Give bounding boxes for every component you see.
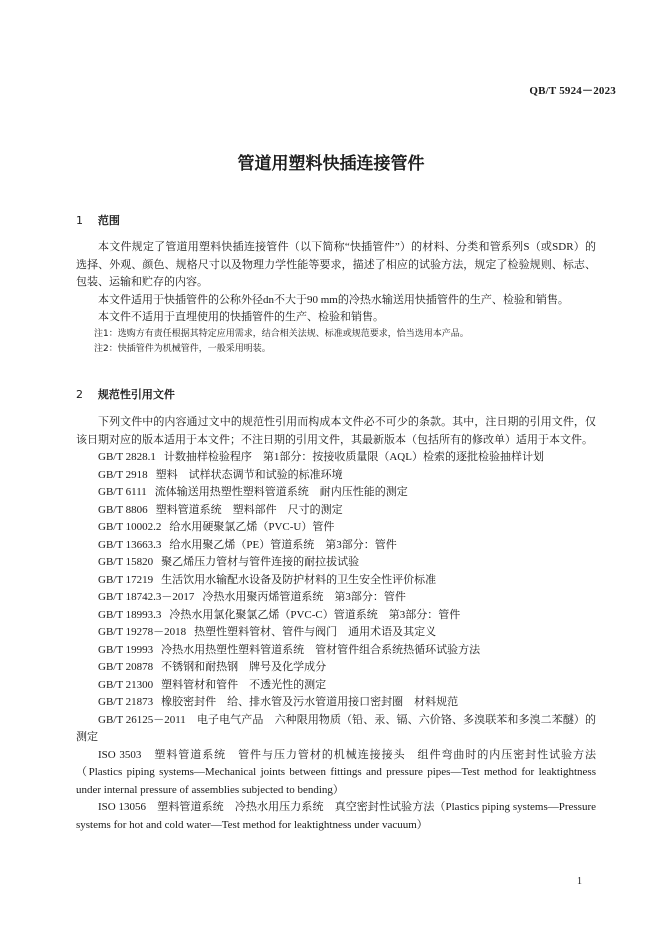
reference-title: 给水用聚乙烯（PE）管道系统 第3部分：管件 xyxy=(169,538,397,551)
reference-item xyxy=(98,484,596,502)
reference-title: 塑料管材和管件 不透光性的测定 xyxy=(161,678,327,691)
scope-note: 注1：选购方有责任根据其特定应用需求，结合相关法规、标准或规范要求，恰当选用本产品。 xyxy=(94,328,469,339)
reference-code: GB/T 19993 xyxy=(98,643,154,656)
reference-title: 冷热水用热塑性塑料管道系统 管材管件组合系统热循环试验方法 xyxy=(161,643,481,656)
reference-item xyxy=(98,659,596,677)
reference-code: GB/T 17219 xyxy=(98,573,154,586)
reference-item xyxy=(98,449,596,467)
section-1-number: 1 xyxy=(76,214,83,227)
section-2-body xyxy=(76,414,596,834)
reference-item xyxy=(98,589,596,607)
reference-item xyxy=(98,642,596,660)
reference-item xyxy=(98,467,596,485)
reference-title: 流体输送用热塑性塑料管道系统 耐内压性能的测定 xyxy=(154,486,408,498)
scope-paragraph: 本文件适用于快插管件的公称外径dn不大于90 mm的冷热水输送用快插管件的生产、检验和销售。 xyxy=(98,293,569,306)
reference-item xyxy=(98,677,596,695)
standard-code: QB/T 5924－2023 xyxy=(529,85,616,97)
section-1-body xyxy=(76,239,596,357)
scope-paragraph: 本文件规定了管道用塑料快插连接管件（以下简称“快插管件”）的材料、分类和管系列S（或SDR）的选择、外观、颜色、规格尺寸以及物理力学性能等要求，描述了相应的试验方法，规定了检验规则、标志、包装、运输和贮存的内容。 xyxy=(76,241,596,288)
reference-code: GB/T 21873 xyxy=(98,696,154,708)
reference-code: GB/T 2828.1 xyxy=(98,451,156,463)
reference-item xyxy=(98,502,596,520)
reference-title: 塑料管道系统 塑料部件 尺寸的测定 xyxy=(155,503,343,516)
reference-code: GB/T 8806 xyxy=(98,503,148,516)
reference-title: 冷热水用氯化聚氯乙烯（PVC-C）管道系统 第3部分：管件 xyxy=(169,608,461,621)
reference-item xyxy=(98,624,596,642)
reference-item xyxy=(98,554,596,572)
reference-item xyxy=(98,607,596,625)
reference-item xyxy=(98,537,596,555)
section-1-heading xyxy=(76,212,120,228)
reference-code: GB/T 10002.2 xyxy=(98,521,162,533)
scope-paragraph: 本文件不适用于直埋使用的快插管件的生产、检验和销售。 xyxy=(98,311,384,323)
reference-code: GB/T 18993.3 xyxy=(98,608,162,621)
reference-code: GB/T 13663.3 xyxy=(98,538,162,551)
reference-code: GB/T 21300 xyxy=(98,678,154,691)
reference-code: GB/T 15820 xyxy=(98,556,154,568)
section-2-heading xyxy=(76,386,175,402)
reference-code: GB/T 18742.3－2017 xyxy=(98,591,195,603)
reference-item xyxy=(98,572,596,590)
reference-title: 冷热水用聚丙烯管道系统 第3部分：管件 xyxy=(202,591,406,603)
reference-item-wrapped: GB/T 26125－2011 电子电气产品 六种限用物质（铅、汞、镉、六价铬、多溴联苯和多溴二苯醚）的测定 xyxy=(76,713,596,743)
reference-item xyxy=(98,694,596,712)
reference-title: 聚乙烯压力管材与管件连接的耐拉拔试验 xyxy=(161,556,360,568)
reference-title: 塑料 试样状态调节和试验的标准环境 xyxy=(155,468,343,481)
reference-title: 给水用硬聚氯乙烯（PVC-U）管件 xyxy=(169,521,335,533)
reference-code: GB/T 6111 xyxy=(98,486,147,498)
reference-title: 橡胶密封件 给、排水管及污水管道用接口密封圈 材料规范 xyxy=(161,696,459,708)
page-number: 1 xyxy=(577,876,582,887)
reference-item-wrapped: ISO 13056 塑料管道系统 冷热水用压力系统 真空密封性试验方法（Plastics piping systems—Pressure systems for hot and cold water—Test method for leaktightness under vacuum） xyxy=(76,801,596,831)
section-1-title: 范围 xyxy=(97,214,120,227)
reference-code: GB/T 19278－2018 xyxy=(98,626,187,638)
reference-title: 不锈钢和耐热钢 牌号及化学成分 xyxy=(161,661,327,673)
references-intro: 下列文件中的内容通过文中的规范性引用而构成本文件必不可少的条款。其中，注日期的引用文件，仅该日期对应的版本适用于本文件；不注日期的引用文件，其最新版本（包括所有的修改单）适用于本文件。 xyxy=(76,416,596,446)
section-2-number: 2 xyxy=(76,388,83,401)
reference-title: 热塑性塑料管材、管件与阀门 通用术语及其定义 xyxy=(194,626,437,638)
section-2-title: 规范性引用文件 xyxy=(97,388,175,401)
reference-title: 生活饮用水输配水设备及防护材料的卫生安全性评价标准 xyxy=(161,573,437,586)
reference-item-wrapped: ISO 3503 塑料管道系统 管件与压力管材的机械连接接头 组件弯曲时的内压密封性试验方法（Plastics piping systems—Mechanical joints between fittings and pressure pipes—Test method for leaktightness under internal pressure of assemblies subjected to bending） xyxy=(76,748,596,796)
reference-code: GB/T 20878 xyxy=(98,661,154,673)
reference-item xyxy=(98,519,596,537)
reference-code: GB/T 2918 xyxy=(98,468,148,481)
document-title: 管道用塑料快插连接管件 xyxy=(237,154,425,174)
reference-title: 计数抽样检验程序 第1部分：按接收质量限（AQL）检索的逐批检验抽样计划 xyxy=(163,451,544,463)
scope-note: 注2：快插管件为机械管件，一般采用明装。 xyxy=(94,343,271,354)
